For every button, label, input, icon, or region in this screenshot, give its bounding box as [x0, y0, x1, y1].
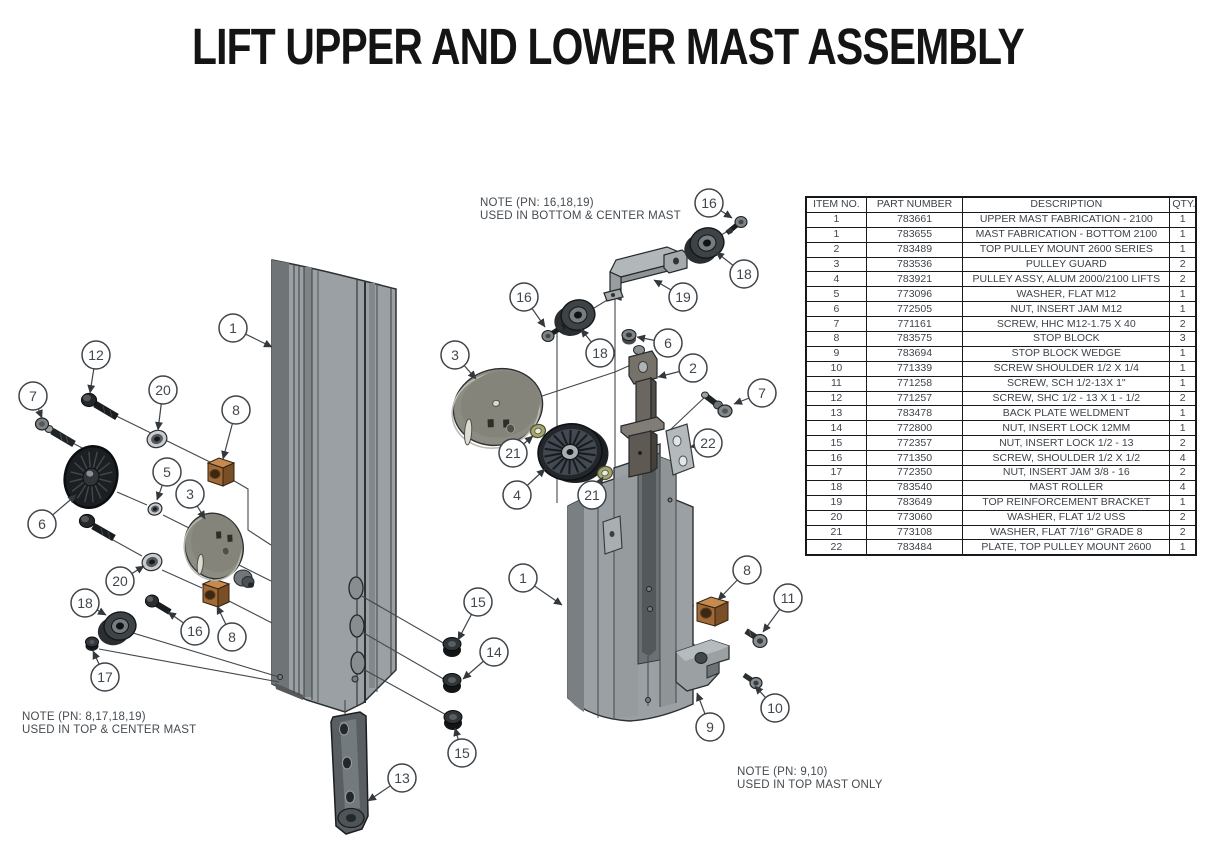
balloon-label: 15 — [454, 744, 470, 761]
table-row — [806, 451, 1196, 466]
table-row — [806, 257, 1196, 272]
table-cell: 783655 — [866, 227, 962, 242]
table-cell: 773108 — [866, 525, 962, 540]
table-cell: 783661 — [866, 212, 962, 227]
socket-screw-shc — [82, 394, 118, 418]
table-cell: 1 — [1170, 346, 1196, 361]
table-cell: 783540 — [866, 480, 962, 495]
hex-screw-m12 — [702, 392, 733, 417]
table-row — [806, 272, 1196, 287]
balloon-label: 1 — [229, 319, 237, 336]
table-cell: 10 — [806, 361, 866, 376]
table-cell: 14 — [806, 421, 866, 436]
table-row — [806, 332, 1196, 347]
table-cell: 1 — [1170, 227, 1196, 242]
table-cell: SCREW SHOULDER 1/2 X 1/4 — [963, 361, 1170, 376]
table-cell: 2 — [1170, 272, 1196, 287]
table-cell: NUT, INSERT JAM M12 — [963, 302, 1170, 317]
table-cell: 1 — [1170, 361, 1196, 376]
table-cell: 18 — [806, 480, 866, 495]
table-row — [806, 212, 1196, 227]
balloon-label: 21 — [505, 444, 521, 461]
table-row — [806, 361, 1196, 376]
guard-roller — [234, 570, 254, 588]
balloon-label: 4 — [513, 486, 521, 503]
balloon-label: 16 — [701, 194, 717, 211]
table-cell: 1 — [1170, 302, 1196, 317]
table-cell: 771161 — [866, 317, 962, 332]
washer-flat-m12 — [146, 501, 163, 517]
balloon-label: 6 — [664, 334, 672, 351]
balloon-label: 8 — [228, 628, 236, 645]
balloon-label: 11 — [780, 589, 796, 606]
table-cell: TOP REINFORCEMENT BRACKET — [963, 495, 1170, 510]
table-cell: NUT, INSERT LOCK 1/2 - 13 — [963, 436, 1170, 451]
balloon-label: 1 — [519, 569, 527, 586]
column-header: ITEM NO. — [806, 197, 866, 212]
balloon-label: 19 — [675, 288, 691, 305]
table-cell: 772505 — [866, 302, 962, 317]
table-cell: 15 — [806, 436, 866, 451]
note-line: USED IN TOP MAST ONLY — [737, 778, 883, 791]
table-cell: 2 — [1170, 525, 1196, 540]
table-row — [806, 495, 1196, 510]
balloon-label: 18 — [77, 594, 93, 611]
balloon-label: 6 — [38, 515, 46, 532]
washer-flat — [145, 428, 169, 450]
table-row — [806, 421, 1196, 436]
table-row — [806, 436, 1196, 451]
table-cell: NUT, INSERT JAM 3/8 - 16 — [963, 466, 1170, 481]
table-cell: 772357 — [866, 436, 962, 451]
stop-block — [203, 579, 229, 607]
table-cell: 19 — [806, 495, 866, 510]
balloon-label: 21 — [584, 486, 600, 503]
table-cell: 9 — [806, 346, 866, 361]
balloon-label: 20 — [112, 572, 128, 589]
socket-screw-shc — [80, 515, 115, 540]
table-cell: WASHER, FLAT 1/2 USS — [963, 510, 1170, 525]
table-cell: TOP PULLEY MOUNT 2600 SERIES — [963, 242, 1170, 257]
balloon-label: 2 — [689, 359, 697, 376]
table-cell: 20 — [806, 510, 866, 525]
table-cell: MAST FABRICATION - BOTTOM 2100 — [963, 227, 1170, 242]
table-row — [806, 317, 1196, 332]
table-row — [806, 540, 1196, 555]
note-line: USED IN TOP & CENTER MAST — [22, 723, 197, 736]
balloon-label: 17 — [97, 668, 113, 685]
column-header: DESCRIPTION — [963, 197, 1170, 212]
table-cell: 771350 — [866, 451, 962, 466]
table-cell: PLATE, TOP PULLEY MOUNT 2600 — [963, 540, 1170, 555]
table-cell: WASHER, FLAT M12 — [963, 287, 1170, 302]
table-cell: 2 — [1170, 466, 1196, 481]
shoulder-screw — [146, 595, 171, 612]
table-cell: PULLEY GUARD — [963, 257, 1170, 272]
column-header: QTY. — [1170, 197, 1196, 212]
upper-mast — [272, 260, 396, 712]
table-row — [806, 525, 1196, 540]
table-cell: 2 — [1170, 391, 1196, 406]
shoulder-screw — [542, 325, 564, 341]
balloon-label: 16 — [187, 622, 203, 639]
nut-insert-jam-m12 — [622, 330, 636, 345]
table-cell: 773096 — [866, 287, 962, 302]
table-cell: 17 — [806, 466, 866, 481]
table-cell: 1 — [1170, 421, 1196, 436]
note-line: NOTE (PN: 8,17,18,19) — [22, 711, 146, 723]
balloon-label: 22 — [700, 434, 716, 451]
table-cell: 1 — [806, 212, 866, 227]
table-cell: 8 — [806, 332, 866, 347]
note-line: NOTE (PN: 9,10) — [737, 766, 828, 778]
balloon-label: 9 — [706, 718, 714, 735]
parts-table — [805, 196, 1197, 556]
table-cell: 1 — [806, 227, 866, 242]
table-cell: 771257 — [866, 391, 962, 406]
back-plate-weldment — [331, 712, 368, 834]
table-cell: SCREW, SCH 1/2-13X 1" — [963, 376, 1170, 391]
balloon-label: 12 — [88, 346, 104, 363]
table-cell: 2 — [1170, 510, 1196, 525]
table-cell: 4 — [1170, 480, 1196, 495]
table-row — [806, 391, 1196, 406]
note-line: NOTE (PN: 16,18,19) — [480, 197, 594, 209]
table-cell: 772350 — [866, 466, 962, 481]
balloon-label: 18 — [736, 265, 752, 282]
balloon-label: 7 — [29, 387, 37, 404]
table-cell: 2 — [1170, 257, 1196, 272]
table-cell: 21 — [806, 525, 866, 540]
table-row — [806, 287, 1196, 302]
mast-roller — [95, 609, 139, 647]
table-cell: 783536 — [866, 257, 962, 272]
balloon-label: 8 — [232, 401, 240, 418]
balloon-label: 3 — [186, 485, 194, 502]
balloon-label: 13 — [394, 769, 410, 786]
table-cell: 1 — [1170, 406, 1196, 421]
table-cell: 4 — [806, 272, 866, 287]
table-cell: 783649 — [866, 495, 962, 510]
table-row — [806, 480, 1196, 495]
table-cell: 783694 — [866, 346, 962, 361]
stop-block — [697, 597, 728, 626]
pulley-guard — [443, 359, 551, 457]
table-cell: 7 — [806, 317, 866, 332]
balloon-label: 18 — [592, 344, 608, 361]
nut-insert-lock — [444, 711, 462, 731]
table-cell: 5 — [806, 287, 866, 302]
page-title: LIFT UPPER AND LOWER MAST ASSEMBLY — [192, 18, 1024, 75]
shoulder-screw — [727, 217, 747, 234]
table-cell: 2 — [1170, 317, 1196, 332]
table-row — [806, 376, 1196, 391]
table-cell: 771258 — [866, 376, 962, 391]
nut-insert-lock — [443, 638, 461, 658]
table-cell: 783484 — [866, 540, 962, 555]
table-row — [806, 242, 1196, 257]
table-cell: 3 — [806, 257, 866, 272]
table-cell: 2 — [1170, 436, 1196, 451]
table-cell: 1 — [1170, 540, 1196, 555]
table-row — [806, 466, 1196, 481]
table-cell: 1 — [1170, 495, 1196, 510]
top-pulley-mount — [621, 346, 664, 478]
column-header: PART NUMBER — [866, 197, 962, 212]
table-row — [806, 302, 1196, 317]
table-cell: 772800 — [866, 421, 962, 436]
table-row — [806, 510, 1196, 525]
table-cell: 11 — [806, 376, 866, 391]
table-cell: BACK PLATE WELDMENT — [963, 406, 1170, 421]
balloon-label: 10 — [767, 699, 783, 716]
table-cell: NUT, INSERT LOCK 12MM — [963, 421, 1170, 436]
table-cell: 783921 — [866, 272, 962, 287]
table-cell: STOP BLOCK — [963, 332, 1170, 347]
balloon-label: 20 — [155, 381, 171, 398]
nut-insert-lock-12mm — [443, 674, 461, 694]
table-cell: 783478 — [866, 406, 962, 421]
table-cell: 22 — [806, 540, 866, 555]
table-cell: 13 — [806, 406, 866, 421]
table-cell: SCREW, SHC 1/2 - 13 X 1 - 1/2 — [963, 391, 1170, 406]
note-line: USED IN BOTTOM & CENTER MAST — [480, 209, 681, 222]
table-cell: 771339 — [866, 361, 962, 376]
washer-flat — [140, 551, 164, 573]
screw-shoulder-small — [744, 675, 762, 689]
balloon-label: 15 — [470, 593, 486, 610]
parts-table-header — [806, 197, 1196, 212]
table-row — [806, 406, 1196, 421]
table-cell: 783489 — [866, 242, 962, 257]
hex-screw-m12 — [36, 418, 75, 444]
table-row — [806, 227, 1196, 242]
balloon-label: 3 — [451, 346, 459, 363]
table-cell: 2 — [806, 242, 866, 257]
table-cell: 1 — [1170, 287, 1196, 302]
balloon-label: 8 — [743, 561, 751, 578]
table-cell: PULLEY ASSY, ALUM 2000/2100 LIFTS — [963, 272, 1170, 287]
table-cell: 3 — [1170, 332, 1196, 347]
table-cell: 12 — [806, 391, 866, 406]
balloon-label: 5 — [163, 463, 171, 480]
table-cell: 1 — [1170, 242, 1196, 257]
table-cell: 773060 — [866, 510, 962, 525]
table-row — [806, 346, 1196, 361]
table-cell: 16 — [806, 451, 866, 466]
table-cell: 1 — [1170, 212, 1196, 227]
table-cell: SCREW, SHOULDER 1/2 X 1/2 — [963, 451, 1170, 466]
balloon-label: 7 — [758, 384, 766, 401]
table-cell: STOP BLOCK WEDGE — [963, 346, 1170, 361]
table-cell: 1 — [1170, 376, 1196, 391]
table-cell: 4 — [1170, 451, 1196, 466]
stop-block — [208, 458, 234, 486]
table-cell: SCREW, HHC M12-1.75 X 40 — [963, 317, 1170, 332]
table-cell: 783575 — [866, 332, 962, 347]
table-cell: 6 — [806, 302, 866, 317]
balloon-label: 14 — [486, 643, 502, 660]
nut-insert-jam — [86, 637, 99, 651]
table-cell: WASHER, FLAT 7/16" GRADE 8 — [963, 525, 1170, 540]
table-cell: UPPER MAST FABRICATION - 2100 — [963, 212, 1170, 227]
table-cell: MAST ROLLER — [963, 480, 1170, 495]
parts-table-body — [806, 212, 1196, 555]
balloon-label: 16 — [516, 288, 532, 305]
